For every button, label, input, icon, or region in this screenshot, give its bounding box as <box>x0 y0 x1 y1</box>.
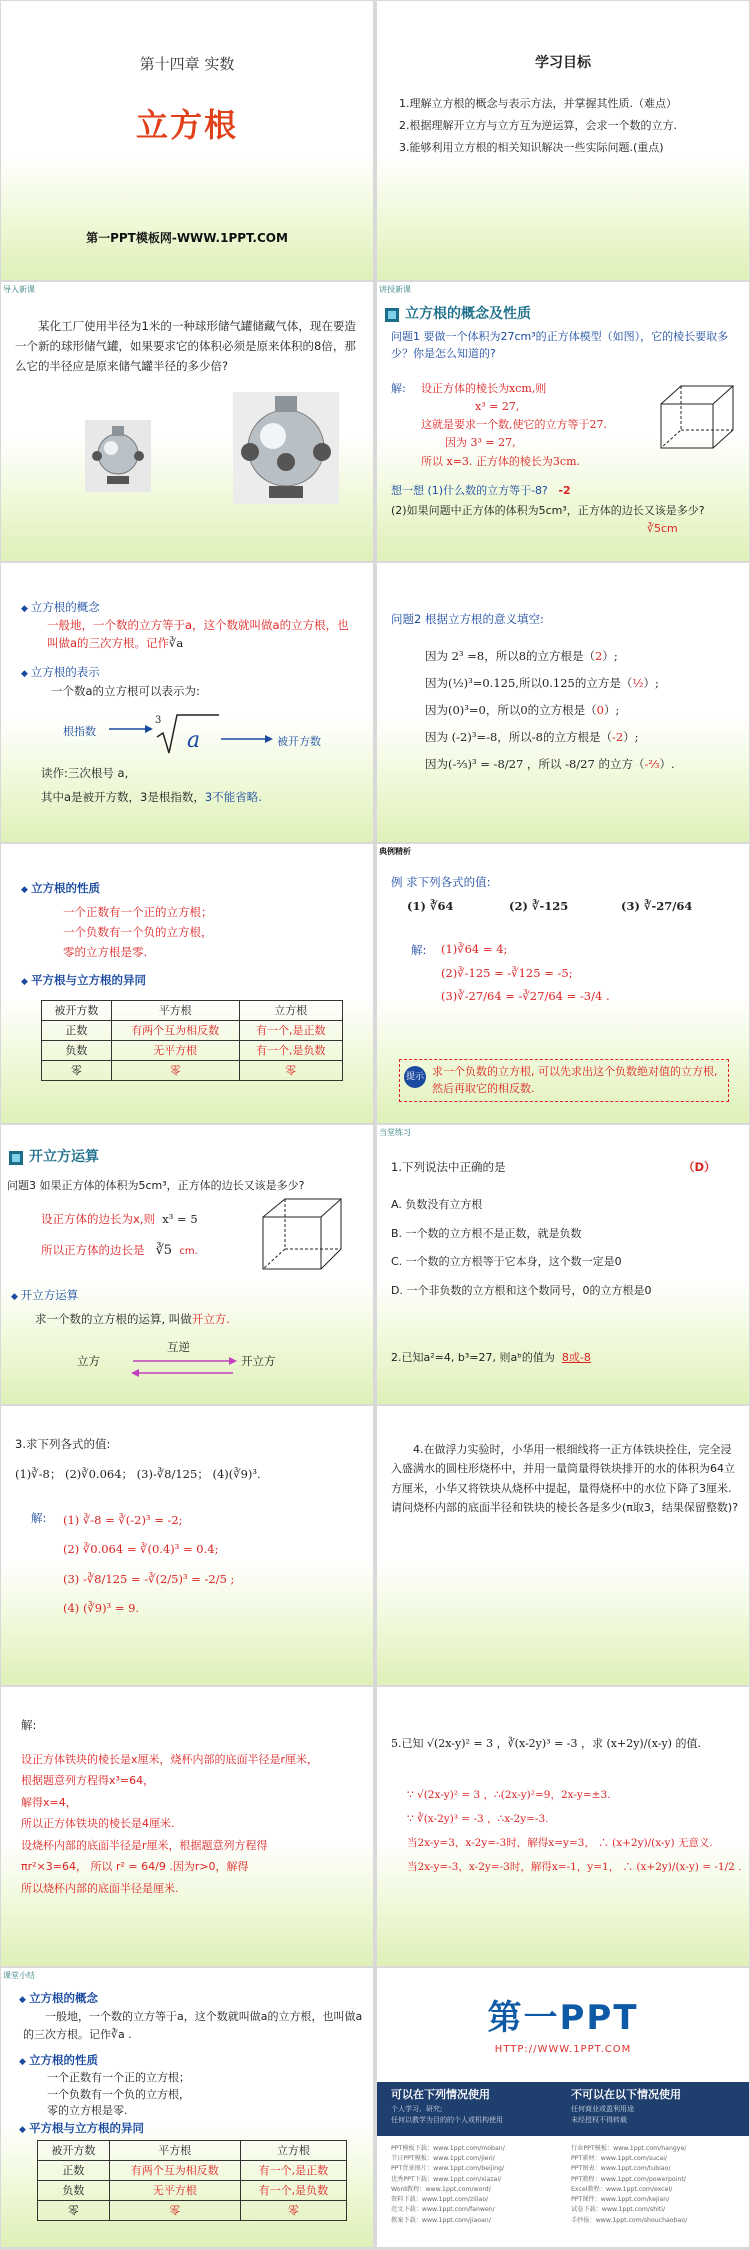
svg-text:3: 3 <box>155 715 162 726</box>
cube-label: 立方 <box>77 1354 100 1368</box>
exercise-5-question: 5.已知 √(2x-y)² = 3 ，∛(x-2y)³ = -3 ，求 (x+2y)/(x-y) 的值. <box>391 1737 701 1750</box>
table-row <box>42 1021 343 1041</box>
compute-heading: 3.求下列各式的值: <box>15 1437 111 1451</box>
read-as-text: 读作:三次根号 a, <box>41 766 129 780</box>
table-header-cell: 立方根 <box>239 1001 342 1021</box>
solution-line: x³ = 27, <box>475 400 520 414</box>
solution-line: (1) ∛-8 = ∛(-2)³ = -2; <box>63 1513 183 1527</box>
table-cell: 零 <box>239 1061 342 1081</box>
property-item: 零的立方根是零. <box>63 945 148 960</box>
table-cell: 零 <box>109 2201 240 2221</box>
property-item: 零的立方根是零. <box>47 2104 128 2117</box>
resource-link[interactable]: 优秀PPT下载：www.1ppt.com/xiazai/ <box>391 2175 502 2183</box>
solution-label: 解: <box>21 1718 37 1732</box>
option-b: B. 一个数的立方根不是正数，就是负数 <box>391 1226 582 1240</box>
section-tag: 课堂小结 <box>3 1971 35 1980</box>
property-item: 一个正数有一个正的立方根； <box>47 2071 190 2084</box>
goal-item: 3.能够利用立方根的相关知识解决一些实际问题.(重点) <box>399 141 664 154</box>
table-row <box>38 2161 347 2181</box>
practice-question-2: 2.已知a²=4, b³=27, 则aᵇ的值为 8或-8 <box>391 1351 591 1364</box>
cannot-use-item: 未经授权不得转载 <box>571 2115 627 2124</box>
compare-table <box>41 1000 343 1081</box>
resource-link[interactable]: 行业PPT模板：www.1ppt.com/hangye/ <box>571 2145 687 2152</box>
solution-line: 设正方体铁块的棱长是x厘米，烧杯内部的底面半径是r厘米， <box>21 1753 319 1766</box>
resource-link[interactable]: Excel教程：www.1ppt.com/excel/ <box>571 2185 673 2193</box>
section-tag: 典例精析 <box>379 847 411 856</box>
solution-line: 所以正方体铁块的棱长是4厘米. <box>21 1817 175 1831</box>
solution-line: 设烧杯内部的底面半径是r厘米，根据题意列方程得 <box>21 1838 268 1852</box>
blank-line-2: 因为(½)³=0.125,所以0.125的立方是（½）; <box>425 676 659 691</box>
resource-link[interactable]: PPT背景图片：www.1ppt.com/beijing/ <box>391 2165 505 2173</box>
blank-line-3: 因为(0)³=0，所以0的立方根是（0）; <box>425 703 620 718</box>
table-cell: 负数 <box>38 2181 110 2201</box>
table-row <box>42 1041 343 1061</box>
note-text: 其中a是被开方数，3是根指数，3不能省略. <box>41 790 262 804</box>
think-answer: -2 <box>558 484 571 497</box>
resource-link[interactable]: 手抄报：www.1ppt.com/shouchaobao/ <box>571 2216 688 2224</box>
table-cell: 零 <box>240 2201 346 2221</box>
bullet-properties: ◆ 立方根的性质 <box>21 880 100 898</box>
can-use-item: 个人学习、研究; <box>391 2105 443 2113</box>
question-2-heading: 问题2 根据立方根的意义填空: <box>391 612 544 626</box>
problem-text: 4.在做浮力实验时，小华用一根细线将一正方体铁块拴住，完全浸入盛满水的圆柱形烧杯中，并用一量筒量得铁块排开的水的体积为64立方厘米，小华又将铁块从烧杯中提起，量得烧杯中的水位下降了3厘米.请问烧杯内部的底面半径和铁块的棱长各是多少(π取3，结果保留整数)? <box>391 1443 739 1514</box>
slide-15-summary <box>1 1968 373 2247</box>
table-cell: 无平方根 <box>109 2181 240 2201</box>
compute-items: (1)∛-8； (2)∛0.064； (3)-∛8/125； (4)(∛9)³. <box>15 1467 261 1481</box>
section-icon <box>385 308 399 322</box>
table-row <box>38 2181 347 2201</box>
slide-7-properties <box>1 844 373 1123</box>
section-title: 立方根的概念及性质 <box>405 306 531 322</box>
slide-1-title <box>1 1 373 280</box>
cube-root-label: 开立方 <box>241 1354 276 1368</box>
resource-link[interactable]: PPT素材：www.1ppt.com/sucai/ <box>571 2155 668 2163</box>
definition-symbol: ∛a <box>169 635 184 650</box>
slide-9-cube-root-op <box>1 1125 373 1404</box>
slide-14-exercise-5 <box>377 1687 749 1966</box>
question-3: 问题3 如果正方体的体积为5cm³，正方体的边长又该是多少? <box>7 1179 305 1192</box>
cannot-use-item: 任何商业或盈利用途 <box>571 2105 634 2113</box>
section-header <box>9 1147 99 1169</box>
table-cell: 有一个,是正数 <box>240 2161 346 2181</box>
solution-line: πr²×3=64， 所以 r² = 64/9 .因为r>0，解得 <box>21 1860 249 1874</box>
can-use-title: 可以在下列情况使用 <box>391 2088 490 2101</box>
solution-line: 因为 3³ = 27, <box>445 436 516 450</box>
hint-text: 求一个负数的立方根, 可以先求出这个负数绝对值的立方根, 然后再取它的相反数. <box>432 1065 718 1095</box>
slide-4-concept <box>377 282 749 561</box>
table-cell: 正数 <box>42 1021 112 1041</box>
bullet-operation: ◆ 开立方运算 <box>11 1287 78 1305</box>
question-2-answer: ∛5cm <box>647 522 678 535</box>
table-cell: 零 <box>38 2201 110 2221</box>
bullet-properties: ◆ 立方根的性质 <box>19 2052 98 2070</box>
solution-label: 解: <box>411 943 427 957</box>
goals-heading: 学习目标 <box>535 55 591 71</box>
solution-line: 根据题意列方程得x³=64， <box>21 1774 155 1788</box>
definition-text: 一般地，一个数的立方等于a，这个数就叫做a的立方根，也叫做a的三次方根。记作∛a <box>47 618 349 650</box>
solution-line: ∵ ∛(x-2y)³ = -3 ，∴x-2y=-3. <box>407 1813 549 1826</box>
slide-6-fill-blanks <box>377 563 749 842</box>
section-icon <box>9 1151 23 1165</box>
table-header-cell: 立方根 <box>240 2141 346 2161</box>
table-header-cell: 平方根 <box>111 1001 239 1021</box>
option-a: A. 负数没有立方根 <box>391 1198 483 1211</box>
solution-line: 这就是要求一个数,使它的立方等于27. <box>421 418 607 432</box>
bullet-compare: ◆ 平方根与立方根的异同 <box>21 972 146 990</box>
solution-line: (2)∛-125 = -∛125 = -5; <box>441 965 573 980</box>
table-cell: 有一个,是正数 <box>239 1021 342 1041</box>
resource-link[interactable]: PPT教程：www.1ppt.com/powerpoint/ <box>571 2175 686 2183</box>
representation-text: 一个数a的立方根可以表示为: <box>51 684 200 698</box>
intro-text: 某化工厂使用半径为1米的一种球形储气罐储藏气体，现在要造一个新的球形储气罐，如果要求它的体积必须是原来体积的8倍，那么它的半径应是原来储气罐半径的多少倍? <box>15 319 356 374</box>
solution-line: 解得x=4， <box>21 1795 77 1809</box>
property-item: 一个负数有一个负的立方根， <box>47 2087 190 2101</box>
bullet-representation: ◆ 立方根的表示 <box>21 664 100 682</box>
table-header-row <box>38 2141 347 2161</box>
resource-link[interactable]: 资料下载：www.1ppt.com/ziliao/ <box>391 2196 489 2204</box>
operation-definition: 求一个数的立方根的运算, 叫做开立方. <box>35 1312 230 1326</box>
blank-line-5: 因为(-⅔)³ = -8/27 ，所以 -8/27 的立方（-⅔）. <box>425 757 675 772</box>
svg-text:a: a <box>187 728 201 753</box>
summary-definition: 一般地，一个数的立方等于a，这个数就叫做a的立方根，也叫做a的三次方根。记作∛a . <box>23 2010 363 2041</box>
table-header-cell: 被开方数 <box>42 1001 112 1021</box>
question-2: (2)如果问题中正方体的体积为5cm³，正方体的边长又该是多少? <box>391 504 705 517</box>
table-cell: 有一个,是负数 <box>239 1041 342 1061</box>
resource-link[interactable]: PPT图表：www.1ppt.com/tubiao/ <box>571 2165 671 2173</box>
inverse-arrows <box>129 1355 239 1379</box>
property-item: 一个负数有一个负的立方根， <box>63 925 213 940</box>
example-item-3: (3) ∛-27/64 <box>621 899 693 913</box>
slide-11-compute <box>1 1406 373 1685</box>
option-d: D. 一个非负数的立方根和这个数同号，0的立方根是0 <box>391 1283 652 1297</box>
slide-8-example <box>377 844 749 1123</box>
solution-line: 所以 x=3. 正方体的棱长为3cm. <box>421 454 580 468</box>
small-gas-tank-image <box>85 420 151 492</box>
blank-line-1: 因为 2³ =8，所以8的立方根是（2）; <box>425 649 618 663</box>
resource-link[interactable]: 范文下载：www.1ppt.com/fanwen/ <box>391 2206 495 2214</box>
section-tag: 导入新课 <box>3 285 35 294</box>
slide-12-problem <box>377 1406 749 1685</box>
section-tag: 当堂练习 <box>379 1128 411 1137</box>
bullet-compare: ◆ 平方根与立方根的异同 <box>19 2120 144 2138</box>
slide-16-brand <box>377 1968 749 2247</box>
cube-diagram <box>259 1195 345 1273</box>
example-item-1: (1) ∛64 <box>407 899 454 913</box>
section-title: 开立方运算 <box>29 1149 99 1165</box>
solution-label: 解: <box>31 1511 47 1525</box>
note-emphasis: 3不能省略. <box>204 790 262 804</box>
slide-5-definition <box>1 563 373 842</box>
table-cell: 零 <box>42 1061 112 1081</box>
resource-link[interactable]: 节日PPT模板：www.1ppt.com/jieri/ <box>391 2155 495 2163</box>
inverse-label: 互逆 <box>167 1340 190 1354</box>
large-gas-tank-image <box>233 392 339 504</box>
practice-answer-2: 8或-8 <box>561 1351 591 1364</box>
main-title: 立方根 <box>135 106 238 144</box>
practice-question-1: 1.下列说法中正确的是 <box>391 1160 506 1174</box>
table-row <box>42 1061 343 1081</box>
option-c: C. 一个数的立方根等于它本身，这个数一定是0 <box>391 1255 622 1269</box>
hint-badge: 提示 <box>404 1066 426 1088</box>
brand-logo: 第一PPT <box>487 1998 639 2038</box>
solution-line: (3)∛-27/64 = -∛27/64 = -3/4 . <box>441 989 610 1004</box>
practice-answer-1: （D） <box>683 1160 716 1174</box>
question-1: 问题1 要做一个体积为27cm³的正方体模型（如图），它的棱长要取多少？你是怎么知道的? <box>391 330 729 361</box>
chapter-label: 第十四章 实数 <box>139 55 235 73</box>
resource-link[interactable]: 教案下载：www.1ppt.com/jiaoan/ <box>391 2216 491 2224</box>
example-heading: 例 求下列各式的值: <box>391 875 491 889</box>
solution-line: (1)∛64 = 4; <box>441 942 508 956</box>
table-cell: 无平方根 <box>111 1041 239 1061</box>
compare-table <box>37 2140 347 2221</box>
solution-line: (3) -∛8/125 = -∛(2/5)³ = -2/5 ; <box>63 1571 235 1586</box>
hint-box <box>399 1059 729 1102</box>
site-label: 第一PPT模板网-WWW.1PPT.COM <box>86 231 288 245</box>
solution-line: 当2x-y=-3，x-2y=-3时，解得x=-1，y=1， ∴ (x+2y)/(x-y) = -1/2 . <box>407 1861 742 1874</box>
blank-line-4: 因为 (-2)³=-8，所以-8的立方根是（-2）; <box>425 730 639 745</box>
radical-diagram <box>101 709 281 761</box>
goal-item: 1.理解立方根的概念与表示方法，并掌握其性质.（难点） <box>399 97 677 110</box>
resource-link[interactable]: PPT模板下载：www.1ppt.com/moban/ <box>391 2145 505 2152</box>
table-row <box>38 2201 347 2221</box>
table-cell: 有两个互为相反数 <box>111 1021 239 1041</box>
section-tag: 讲授新课 <box>379 285 411 294</box>
table-header-cell: 平方根 <box>109 2141 240 2161</box>
solution-line: 当2x-y=3，x-2y=-3时，解得x=y=3， ∴ (x+2y)/(x-y) 无意义. <box>407 1837 713 1850</box>
table-cell: 有两个互为相反数 <box>109 2161 240 2181</box>
solution-label: 解: <box>391 382 406 395</box>
slide-2-goals <box>377 1 749 280</box>
bullet-concept: ◆ 立方根的概念 <box>19 1990 98 2008</box>
resource-link[interactable]: PPT课件：www.1ppt.com/kejian/ <box>571 2196 670 2204</box>
step-1: 设正方体的边长为x,则 x³ = 5 <box>41 1212 198 1226</box>
resource-link[interactable]: 试卷下载：www.1ppt.com/shiti/ <box>571 2206 666 2214</box>
solution-line: (4) (∛9)³ = 9. <box>63 1600 140 1615</box>
table-cell: 负数 <box>42 1041 112 1061</box>
solution-line: (2) ∛0.064 = ∛(0.4)³ = 0.4; <box>63 1542 219 1557</box>
section-header <box>385 304 531 326</box>
slide-3-intro <box>1 282 373 561</box>
table-header-cell: 被开方数 <box>38 2141 110 2161</box>
root-index-label: 根指数 <box>63 725 96 738</box>
table-cell: 零 <box>111 1061 239 1081</box>
radicand-label: 被开方数 <box>277 735 321 748</box>
cannot-use-title: 不可以在以下情况使用 <box>571 2088 681 2101</box>
slide-13-problem-solution <box>1 1687 373 1966</box>
example-item-2: (2) ∛-125 <box>509 899 569 913</box>
solution-line: 设正方体的棱长为xcm,则 <box>421 382 547 395</box>
resource-link[interactable]: Word教程：www.1ppt.com/word/ <box>391 2185 491 2193</box>
think-line: 想一想 (1)什么数的立方等于-8? -2 <box>391 484 571 497</box>
brand-url: HTTP://WWW.1PPT.COM <box>494 2044 632 2055</box>
step-2: 所以正方体的边长是 ∛5 cm. <box>41 1243 198 1258</box>
usage-banner <box>377 2082 749 2136</box>
goal-item: 2.根据理解开立方与立方互为逆运算，会求一个数的立方. <box>399 119 677 132</box>
table-cell: 正数 <box>38 2161 110 2181</box>
table-cell: 有一个,是负数 <box>240 2181 346 2201</box>
property-item: 一个正数有一个正的立方根； <box>63 905 213 919</box>
solution-line: 所以烧杯内部的底面半径是厘米. <box>21 1881 179 1895</box>
cube-diagram <box>657 382 737 452</box>
solution-line: ∵ √(2x-y)² = 3 ，∴(2x-y)²=9，2x-y=±3. <box>407 1789 611 1801</box>
slide-10-practice <box>377 1125 749 1404</box>
table-header-row <box>42 1001 343 1021</box>
can-use-item: 任何以教学为目的的个人或机构使用 <box>391 2115 503 2124</box>
bullet-concept: ◆ 立方根的概念 <box>21 599 100 617</box>
